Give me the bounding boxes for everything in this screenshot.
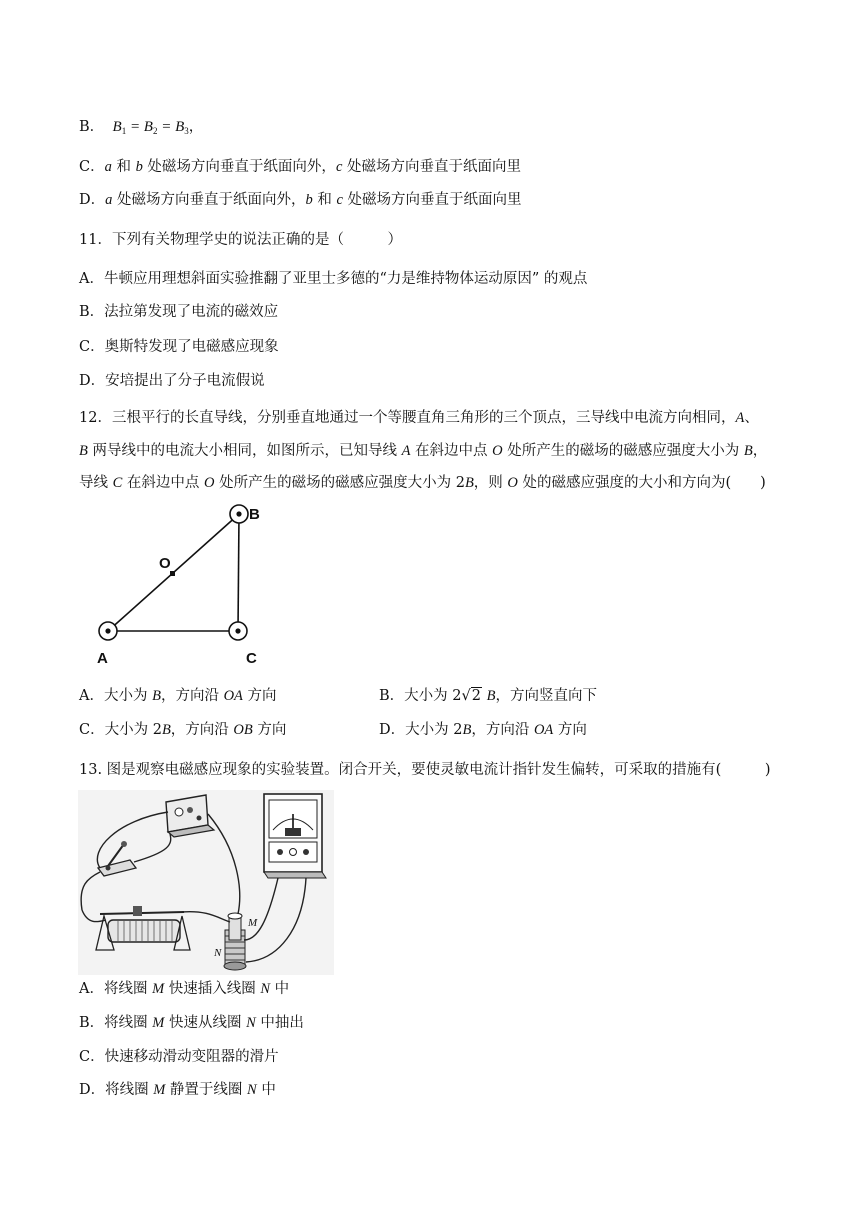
triangle-diagram [90,500,280,672]
formula-b1-b2-b3: $B_1 = B_2 = B_3$ [108,119,189,136]
label-o: O [159,555,171,572]
label-b: B [249,506,260,523]
coil-m [228,913,242,940]
wire-c [229,622,247,640]
q13-option-b: B．将线圈 M 快速从线圈 N 中抽出 [79,1015,304,1031]
q12-stem-line1: 12．三根平行的长直导线，分别垂直地通过一个等腰直角三角形的三个顶点，三导线中电流方向相同，A、 [79,410,759,426]
q12-option-b: B．大小为 2√2 B，方向竖直向下 [379,688,597,704]
q12-stem-line2: B 两导线中的电流大小相同，如图所示，已知导线 A 在斜边中点 O 处所产生的磁场的磁感应强度大小为 B， [79,443,768,459]
option-label: B． [79,119,105,135]
q12-option-c: C．大小为 2B，方向沿 OB 方向 [79,722,287,738]
q10-option-d: D．a 处磁场方向垂直于纸面向外，b 和 c 处磁场方向垂直于纸面向里 [79,192,522,208]
q11-stem: 11．下列有关物理学史的说法正确的是（ ） [79,232,402,248]
midpoint-o [170,571,175,576]
q10-option-b: B． $B_1 = B_2 = B_3$， [79,119,204,136]
q11-option-d: D．安培提出了分子电流假说 [79,373,265,389]
label-m: M [248,917,258,929]
label-n: N [214,947,222,959]
q13-option-c: C．快速移动滑动变阻器的滑片 [79,1049,279,1065]
wire-a [99,622,117,640]
q10-option-c: C．a 和 b 处磁场方向垂直于纸面向外，c 处磁场方向垂直于纸面向里 [79,159,521,175]
induction-apparatus-diagram [78,790,334,975]
sqrt-symbol: √2 [461,688,481,704]
q12-option-d: D．大小为 2B，方向沿 OA 方向 [379,722,587,738]
edge-bc [238,514,239,631]
q11-option-a: A．牛顿应用理想斜面实验推翻了亚里士多德的“力是维持物体运动原因” 的观点 [79,271,588,287]
power-supply [166,795,214,837]
galvanometer [264,794,326,878]
q13-option-a: A．将线圈 M 快速插入线圈 N 中 [79,981,290,997]
q12-option-a: A．大小为 B，方向沿 OA 方向 [79,688,277,704]
label-c: C [246,650,257,667]
wire-b [230,505,248,523]
q11-option-c: C．奥斯特发现了电磁感应现象 [79,339,279,355]
q11-option-b: B．法拉第发现了电流的磁效应 [79,304,279,320]
q12-stem-line3: 导线 C 在斜边中点 O 处所产生的磁场的磁感应强度大小为 2B，则 O 处的磁感应强度的大小和方向为( ) [79,475,766,491]
q13-option-d: D．将线圈 M 静置于线圈 N 中 [79,1082,276,1098]
q13-stem: 13. 图是观察电磁感应现象的实验装置。闭合开关，要使灵敏电流计指针发生偏转，可采取的措施有( ) [79,762,771,778]
label-a: A [97,650,108,667]
